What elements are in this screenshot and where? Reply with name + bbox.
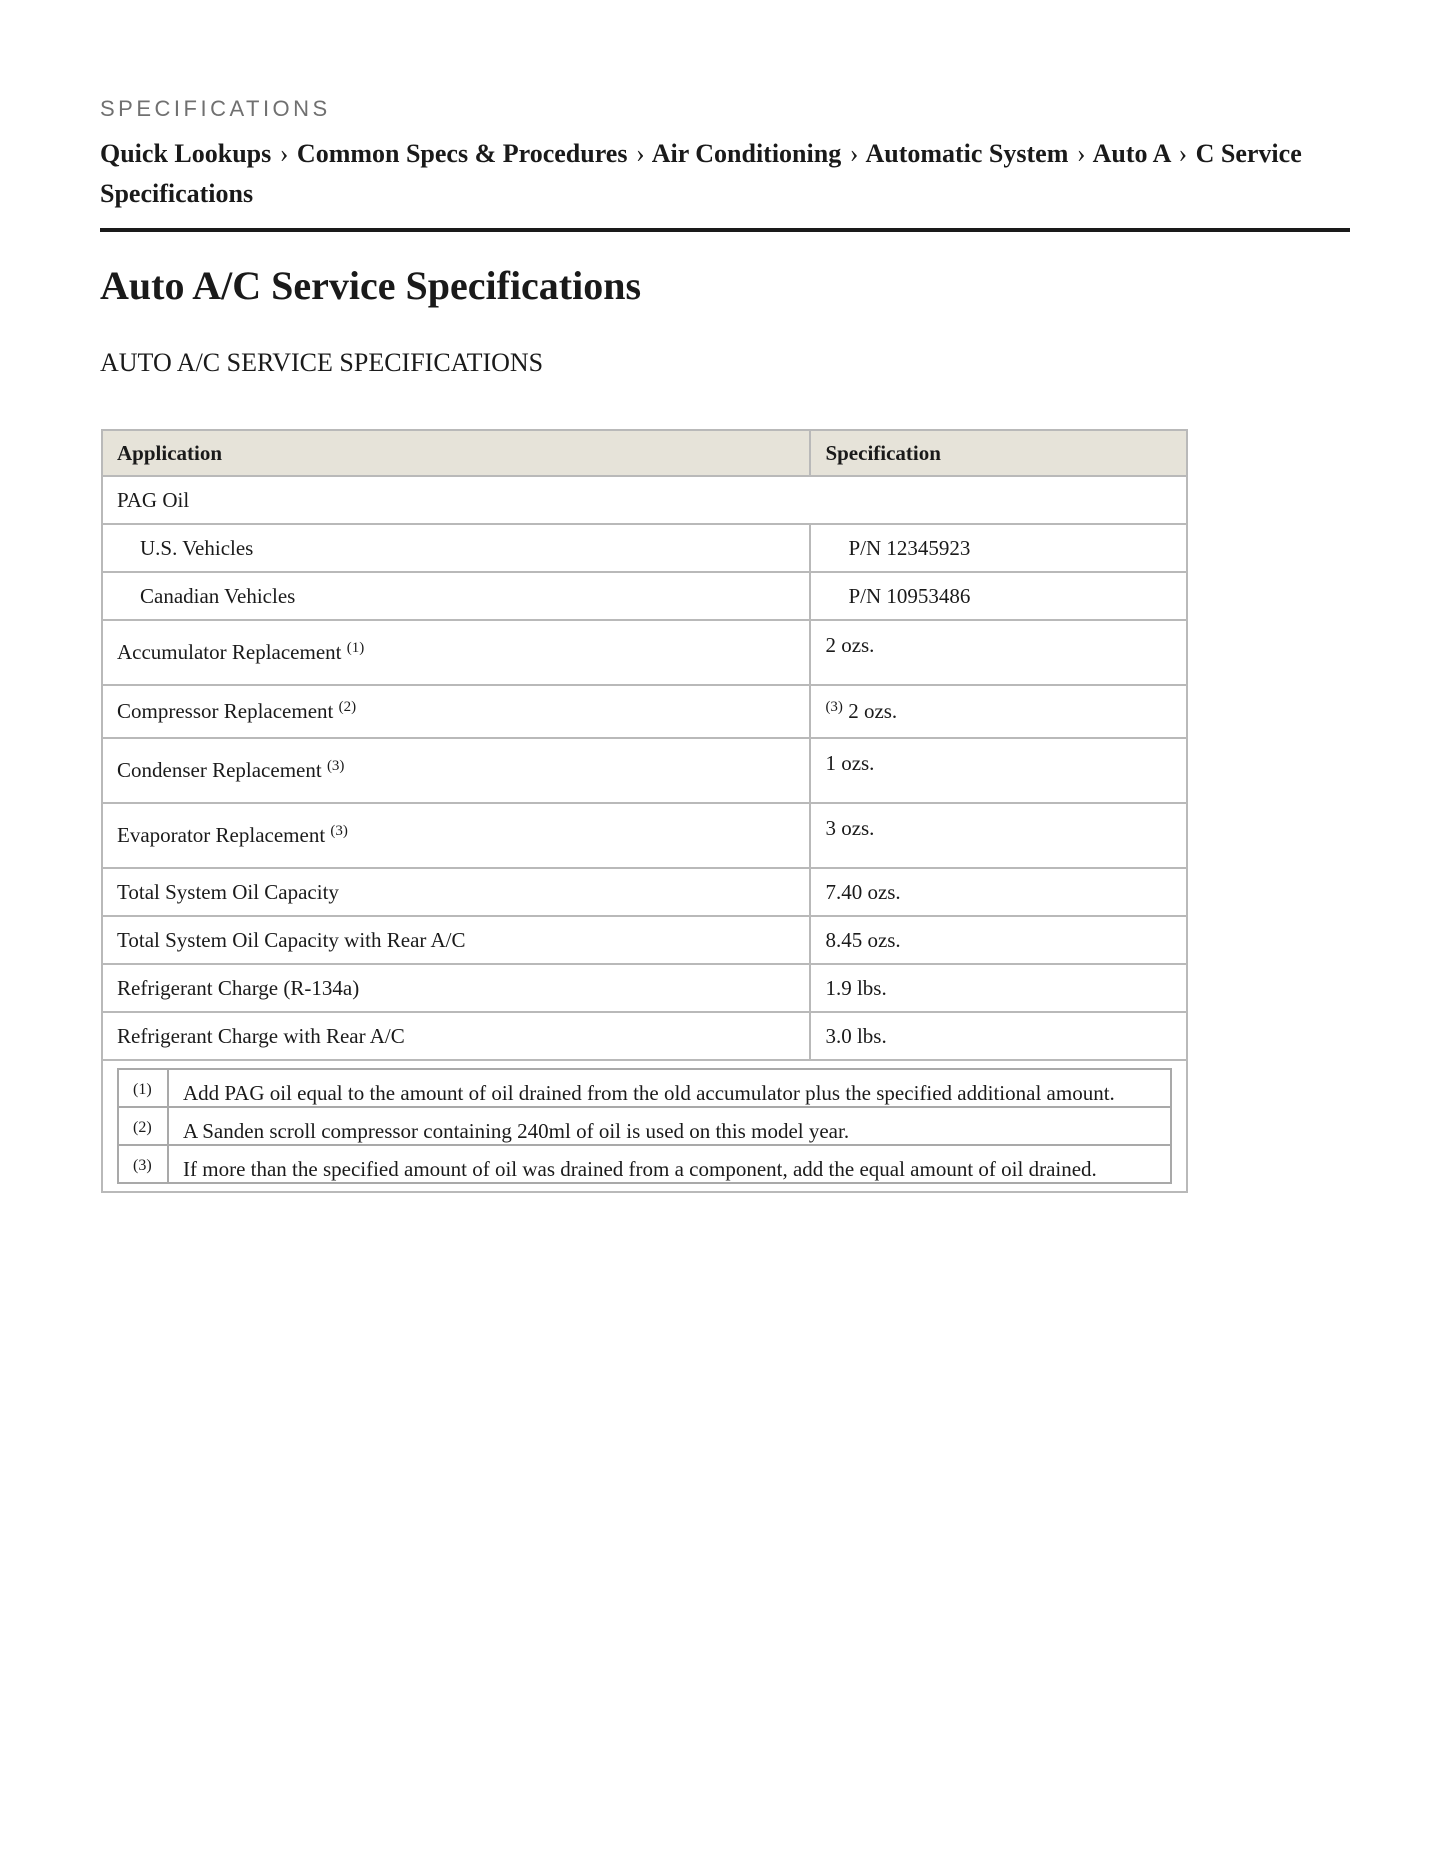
footnote-ref[interactable]: (3) — [825, 699, 843, 715]
footnote-marker: (1) — [118, 1069, 168, 1107]
table-row — [102, 803, 1187, 868]
specification-text: 2 ozs. — [848, 699, 898, 723]
section-label-pag-oil: PAG Oil — [102, 476, 1187, 524]
table-heading: AUTO A/C SERVICE SPECIFICATIONS — [100, 348, 544, 377]
footnote-ref[interactable]: (1) — [346, 640, 365, 656]
breadcrumb-separator: › — [279, 139, 289, 168]
specification-cell — [810, 916, 1187, 964]
table-row — [102, 685, 1187, 738]
table-row — [102, 738, 1187, 803]
footnotes-table — [117, 1068, 1172, 1184]
application-text: Canadian Vehicles — [140, 583, 296, 608]
application-cell — [102, 685, 810, 738]
application-cell — [102, 964, 810, 1012]
footnote-ref[interactable]: (3) — [330, 823, 348, 839]
section-kicker: SPECIFICATIONS — [100, 96, 331, 121]
breadcrumb-separator: › — [1178, 139, 1188, 168]
specification-cell — [810, 964, 1187, 1012]
specification-text: 3 ozs. — [825, 816, 875, 840]
specification-text: 8.45 ozs. — [825, 927, 901, 952]
footnote-marker: (2) — [118, 1107, 168, 1145]
table-row — [102, 916, 1187, 964]
specification-cell — [810, 738, 1187, 803]
breadcrumb-separator: › — [1076, 139, 1086, 168]
breadcrumb-item-quick-lookups[interactable]: Quick Lookups — [100, 139, 272, 168]
page-title: Auto A/C Service Specifications — [100, 263, 642, 308]
table-header-row — [102, 430, 1187, 476]
header-divider — [100, 228, 1350, 232]
application-cell — [102, 868, 810, 916]
application-text: Evaporator Replacement — [117, 823, 326, 847]
specification-text: P/N 10953486 — [848, 583, 971, 608]
specification-cell — [810, 572, 1187, 620]
footnotes-cell — [102, 1060, 1187, 1192]
footnote-text: A Sanden scroll compressor containing 240ml of oil is used on this model year. — [168, 1107, 1171, 1145]
footnote-marker: (3) — [118, 1145, 168, 1183]
specification-text: 7.40 ozs. — [825, 879, 901, 904]
application-text: Condenser Replacement — [117, 758, 322, 782]
application-cell — [102, 620, 810, 685]
breadcrumb-item-air-conditioning[interactable]: Air Conditioning — [651, 139, 842, 168]
application-text: Accumulator Replacement — [117, 640, 342, 664]
footnote-item — [118, 1145, 1171, 1183]
specification-text: P/N 12345923 — [848, 535, 971, 560]
breadcrumb-item-automatic-system[interactable]: Automatic System — [865, 139, 1069, 168]
table-row — [102, 524, 1187, 572]
breadcrumb-item-current-page: C Service Specifications — [100, 139, 1302, 208]
footnote-ref[interactable]: (3) — [326, 758, 345, 774]
table-row — [102, 868, 1187, 916]
specification-text: 1.9 lbs. — [825, 975, 887, 1000]
table-row — [102, 964, 1187, 1012]
breadcrumb-item-auto-a[interactable]: Auto A — [1092, 139, 1170, 168]
table-row — [102, 620, 1187, 685]
application-text: U.S. Vehicles — [140, 535, 254, 560]
breadcrumb — [100, 134, 1350, 214]
application-text: Refrigerant Charge (R-134a) — [117, 975, 360, 1000]
footnote-text: If more than the specified amount of oil was drained from a component, add the equal amount of oil drained. — [168, 1145, 1171, 1183]
footnote-item — [118, 1107, 1171, 1145]
application-cell — [102, 1012, 810, 1060]
specification-cell — [810, 1012, 1187, 1060]
table-section-row — [102, 476, 1187, 524]
footnotes-row — [102, 1060, 1187, 1192]
application-cell — [102, 524, 810, 572]
application-text: Refrigerant Charge with Rear A/C — [117, 1023, 405, 1048]
column-header-application: Application — [102, 430, 810, 476]
application-cell — [102, 916, 810, 964]
table-row — [102, 1012, 1187, 1060]
footnote-item — [118, 1069, 1171, 1107]
specification-cell — [810, 524, 1187, 572]
specification-cell — [810, 685, 1187, 738]
application-cell — [102, 572, 810, 620]
specification-cell — [810, 803, 1187, 868]
application-text: Total System Oil Capacity with Rear A/C — [117, 927, 466, 952]
specification-cell — [810, 620, 1187, 685]
table-row — [102, 572, 1187, 620]
specification-text: 3.0 lbs. — [825, 1023, 887, 1048]
specifications-table — [101, 429, 1188, 1193]
breadcrumb-separator: › — [635, 139, 645, 168]
breadcrumb-item-common-specs[interactable]: Common Specs & Procedures — [296, 139, 628, 168]
specification-cell — [810, 868, 1187, 916]
specification-text: 2 ozs. — [825, 633, 875, 657]
application-cell — [102, 738, 810, 803]
application-text: Total System Oil Capacity — [117, 879, 339, 904]
application-cell — [102, 803, 810, 868]
specification-text: 1 ozs. — [825, 751, 875, 775]
breadcrumb-separator: › — [849, 139, 859, 168]
application-text: Compressor Replacement — [117, 699, 334, 723]
footnote-text: Add PAG oil equal to the amount of oil drained from the old accumulator plus the specified additional amount. — [168, 1069, 1171, 1107]
column-header-specification: Specification — [810, 430, 1187, 476]
footnote-ref[interactable]: (2) — [338, 699, 357, 715]
